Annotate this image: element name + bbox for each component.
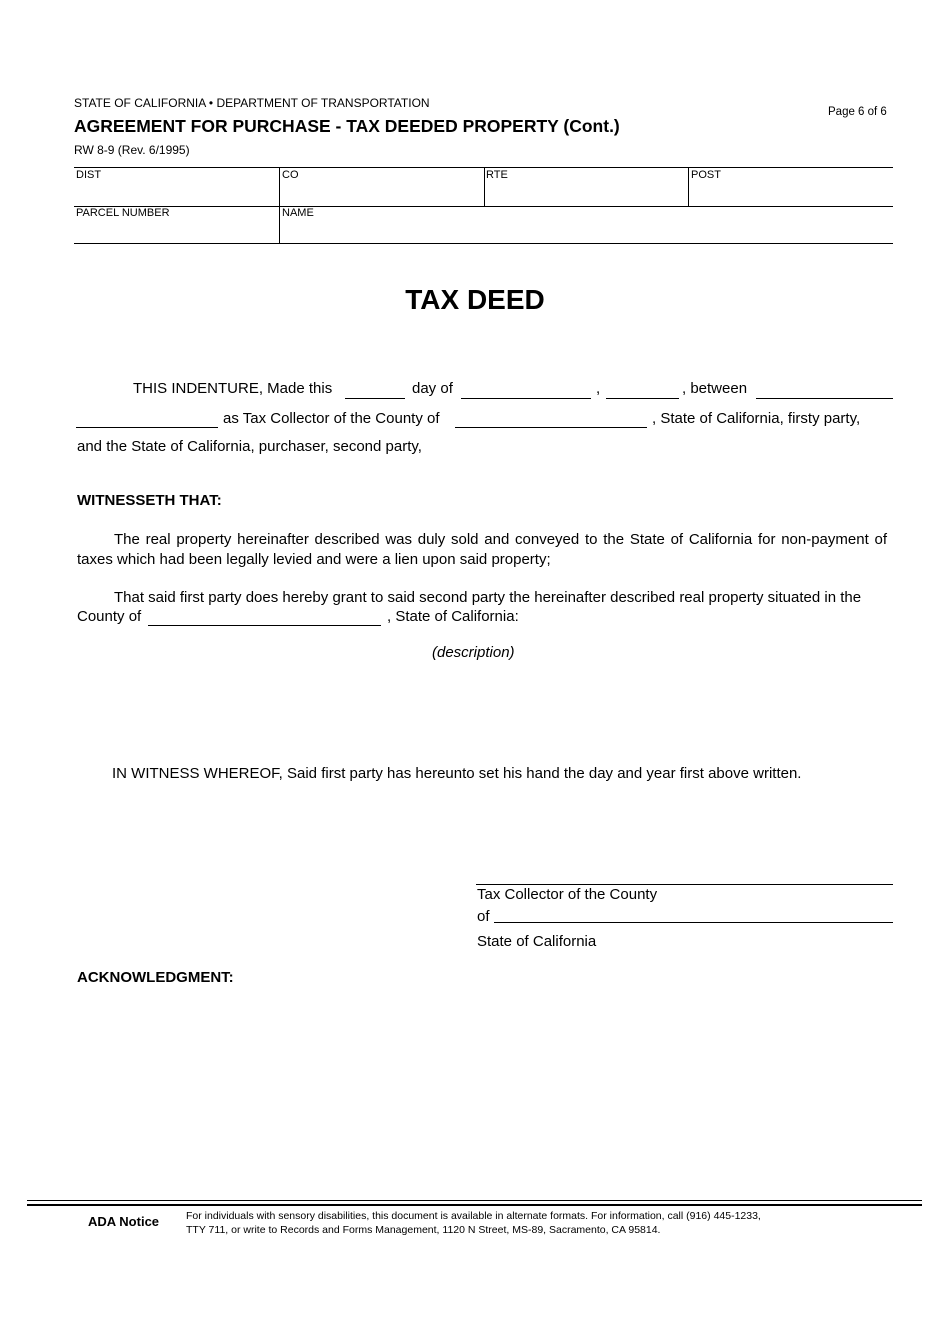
paragraph-grant: , State of California: bbox=[387, 608, 519, 625]
rte-field[interactable]: RTE bbox=[486, 169, 508, 181]
grid-divider bbox=[688, 167, 689, 206]
paragraph-sale: The real property hereinafter described was duly sold and conveyed to the State of California for non-payment of taxes which had been legally levied and were a lien upon said property; bbox=[77, 531, 887, 568]
grid-middle-rule bbox=[74, 206, 893, 207]
signature-caption: State of California bbox=[477, 933, 597, 950]
form-title: AGREEMENT FOR PURCHASE - TAX DEEDED PROPERTY (Cont.) bbox=[74, 116, 620, 136]
witnesseth-heading: WITNESSETH THAT: bbox=[77, 492, 222, 509]
footer-rule bbox=[27, 1204, 922, 1206]
county-signature-blank[interactable] bbox=[494, 922, 893, 923]
collector-text: , State of California, firsty party, bbox=[652, 410, 861, 427]
paragraph-grant: That said first party does hereby grant to said second party the hereinafter described real property situated in the bbox=[114, 589, 862, 606]
agency-name: STATE OF CALIFORNIA • DEPARTMENT OF TRANSPORTATION bbox=[74, 96, 430, 110]
in-witness-text: IN WITNESS WHEREOF, Said first party has hereunto set his hand the day and year first above written. bbox=[112, 765, 802, 782]
collector-name-blank-cont[interactable] bbox=[76, 427, 218, 428]
grid-bottom-rule bbox=[74, 243, 893, 244]
parcel-fields-grid bbox=[74, 167, 893, 244]
signature-caption: Tax Collector of the County bbox=[477, 886, 658, 903]
parcel-number-field[interactable]: PARCEL NUMBER bbox=[76, 207, 170, 219]
indenture-text: THIS INDENTURE, Made this bbox=[133, 380, 333, 397]
indenture-text: , bbox=[596, 380, 601, 397]
ada-notice-text bbox=[186, 1209, 761, 1237]
day-blank[interactable] bbox=[345, 398, 405, 399]
ada-notice-line: For individuals with sensory disabilities, this document is available in alternate formats. For information, call (916) 445-1233, bbox=[186, 1210, 761, 1222]
dist-field[interactable]: DIST bbox=[76, 169, 102, 181]
year-blank[interactable] bbox=[606, 398, 679, 399]
post-field[interactable]: POST bbox=[691, 169, 721, 181]
county-blank[interactable] bbox=[455, 427, 647, 428]
ada-notice-label: ADA Notice bbox=[88, 1214, 160, 1229]
indenture-text: , between bbox=[682, 380, 748, 397]
ada-notice-line: TTY 711, or write to Records and Forms Management, 1120 N Street, MS-89, Sacramento, CA 95814. bbox=[186, 1224, 661, 1236]
collector-name-blank[interactable] bbox=[756, 398, 893, 399]
paragraph-grant: County of bbox=[77, 608, 142, 625]
purchaser-text: and the State of California, purchaser, second party, bbox=[77, 438, 422, 455]
footer-rule bbox=[27, 1200, 922, 1201]
description-placeholder: (description) bbox=[432, 644, 515, 661]
indenture-text: day of bbox=[412, 380, 453, 397]
grid-divider bbox=[279, 167, 280, 244]
collector-text: as Tax Collector of the County of bbox=[223, 410, 440, 427]
acknowledgment-heading: ACKNOWLEDGMENT: bbox=[77, 969, 234, 986]
signature-caption: of bbox=[477, 908, 490, 925]
form-number: RW 8-9 (Rev. 6/1995) bbox=[74, 143, 190, 157]
signature-line[interactable] bbox=[476, 884, 893, 885]
page-number: Page 6 of 6 bbox=[828, 106, 887, 118]
county-blank[interactable] bbox=[148, 625, 381, 626]
name-field[interactable]: NAME bbox=[282, 207, 314, 219]
month-blank[interactable] bbox=[461, 398, 591, 399]
grid-divider bbox=[484, 167, 485, 206]
deed-title: TAX DEED bbox=[405, 284, 545, 315]
co-field[interactable]: CO bbox=[282, 169, 299, 181]
